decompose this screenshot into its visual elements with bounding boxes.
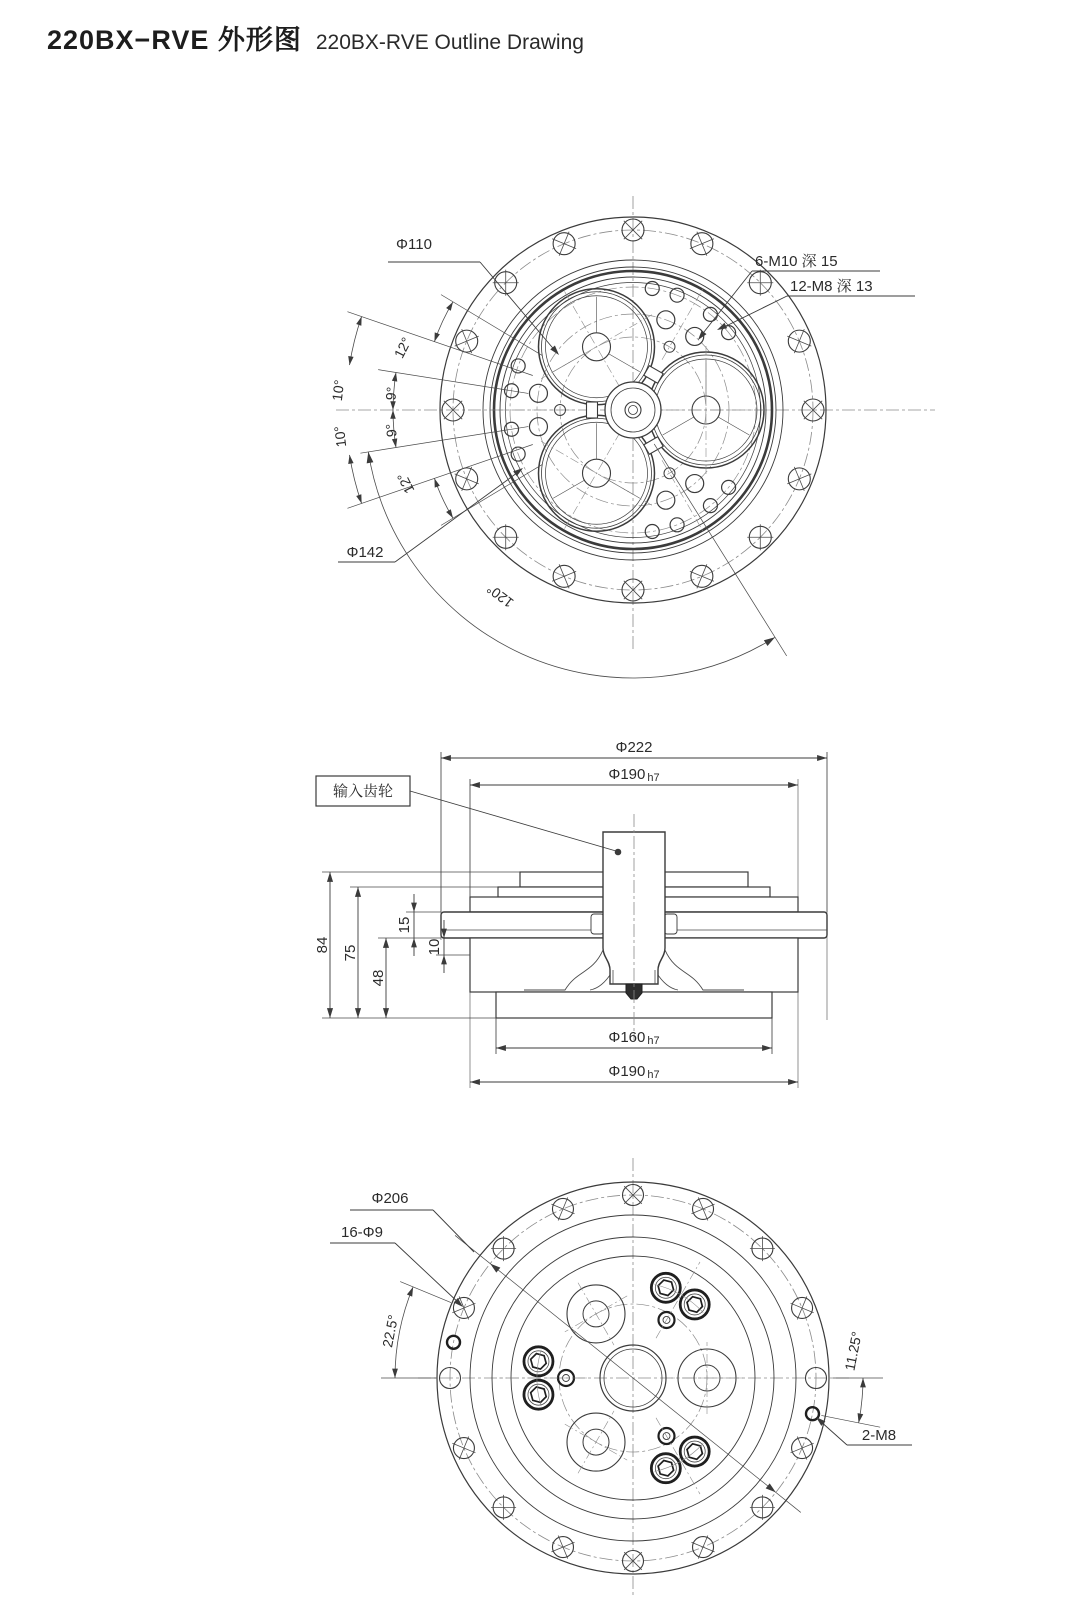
dim-dia110-label: Φ110 (396, 236, 432, 253)
spacer-tab (587, 402, 598, 418)
dim-12m8-label: 12-M8 深 13 (790, 278, 873, 295)
bolt-hole-phi9 (551, 1536, 574, 1559)
dia190-top-value: Φ190 (608, 766, 646, 783)
crank-disc (565, 1283, 627, 1345)
title-model-cn: 220BX−RVE 外形图 (47, 25, 302, 55)
dia160-fit: h7 (647, 1035, 660, 1047)
tap-hole-cluster (645, 460, 735, 538)
title-model-en: 220BX-RVE Outline Drawing (315, 31, 584, 54)
dia190-bottom-fit: h7 (647, 1069, 660, 1081)
bolt-hole-phi9 (750, 1495, 775, 1520)
crank-disc (565, 1411, 627, 1473)
dim-84-label: 84 (314, 936, 331, 954)
top-view-drawing (336, 196, 935, 678)
input-gear-label: 输入齿轮 (332, 783, 394, 800)
angle-12-upper-label: 12° (390, 334, 415, 361)
bottom-view-labels (341, 1190, 896, 1444)
angle-10-upper-label: 10° (328, 378, 348, 402)
dim-10-label: 10 (426, 938, 443, 956)
dia160-value: Φ160 (608, 1029, 646, 1046)
dim-dia206-label: Φ206 (371, 1190, 409, 1207)
bolt-hole-phi9 (750, 1236, 775, 1261)
dim-48-label: 48 (370, 969, 387, 987)
dim-6m10-label: 6-M10 深 15 (755, 253, 838, 270)
bolt-hole-phi9 (691, 1536, 714, 1559)
dim-dia190-bottom-label (608, 1063, 659, 1081)
dim-dia190-top-label (608, 766, 659, 784)
flange-screw-hole (552, 232, 576, 256)
bolt-hole-phi9 (491, 1495, 516, 1520)
flange-screw-hole (787, 329, 811, 353)
arc-120-label: 120° (483, 580, 517, 612)
flange-screw-hole (552, 564, 576, 588)
flange-screw-hole (690, 564, 714, 588)
dim-dia160-label (608, 1029, 659, 1047)
tap-hole-cluster (645, 282, 735, 360)
bolt-hole-phi9 (791, 1436, 814, 1459)
angle-9-upper-label: 9° (382, 386, 400, 401)
dim-15-label: 15 (396, 916, 413, 934)
bolt-hole-phi9 (452, 1436, 475, 1459)
dim-16d9-label: 16-Φ9 (341, 1224, 383, 1241)
dim-dia222-label: Φ222 (615, 739, 653, 756)
bolt-hole-phi9 (551, 1197, 574, 1220)
angle-22-5-label: 22.5° (379, 1313, 402, 1349)
angle-9-lower-label: 9° (382, 423, 400, 438)
hex-bolt-cluster (651, 1262, 709, 1338)
dim-75-label: 75 (342, 944, 359, 962)
bolt-hole-phi9 (491, 1236, 516, 1261)
dim-dia142-label: Φ142 (346, 544, 384, 561)
bolt-hole-phi9 (691, 1197, 714, 1220)
angle-11-25-label: 11.25° (841, 1330, 865, 1373)
dia190-top-fit: h7 (647, 772, 660, 784)
bottom-view-drawing (330, 1158, 912, 1596)
flange-screw-hole (690, 232, 714, 256)
angle-10-lower-label: 10° (330, 425, 350, 449)
bolt-hole-phi9 (791, 1296, 814, 1319)
dim-2m8-label: 2-M8 (861, 1427, 897, 1444)
hex-bolt-cluster (499, 1347, 587, 1409)
flange-screw-hole (787, 467, 811, 491)
hex-bolt-cluster (651, 1418, 709, 1494)
dia190-bottom-value: Φ190 (608, 1063, 646, 1080)
angle-12-lower-label: 12° (393, 470, 418, 497)
